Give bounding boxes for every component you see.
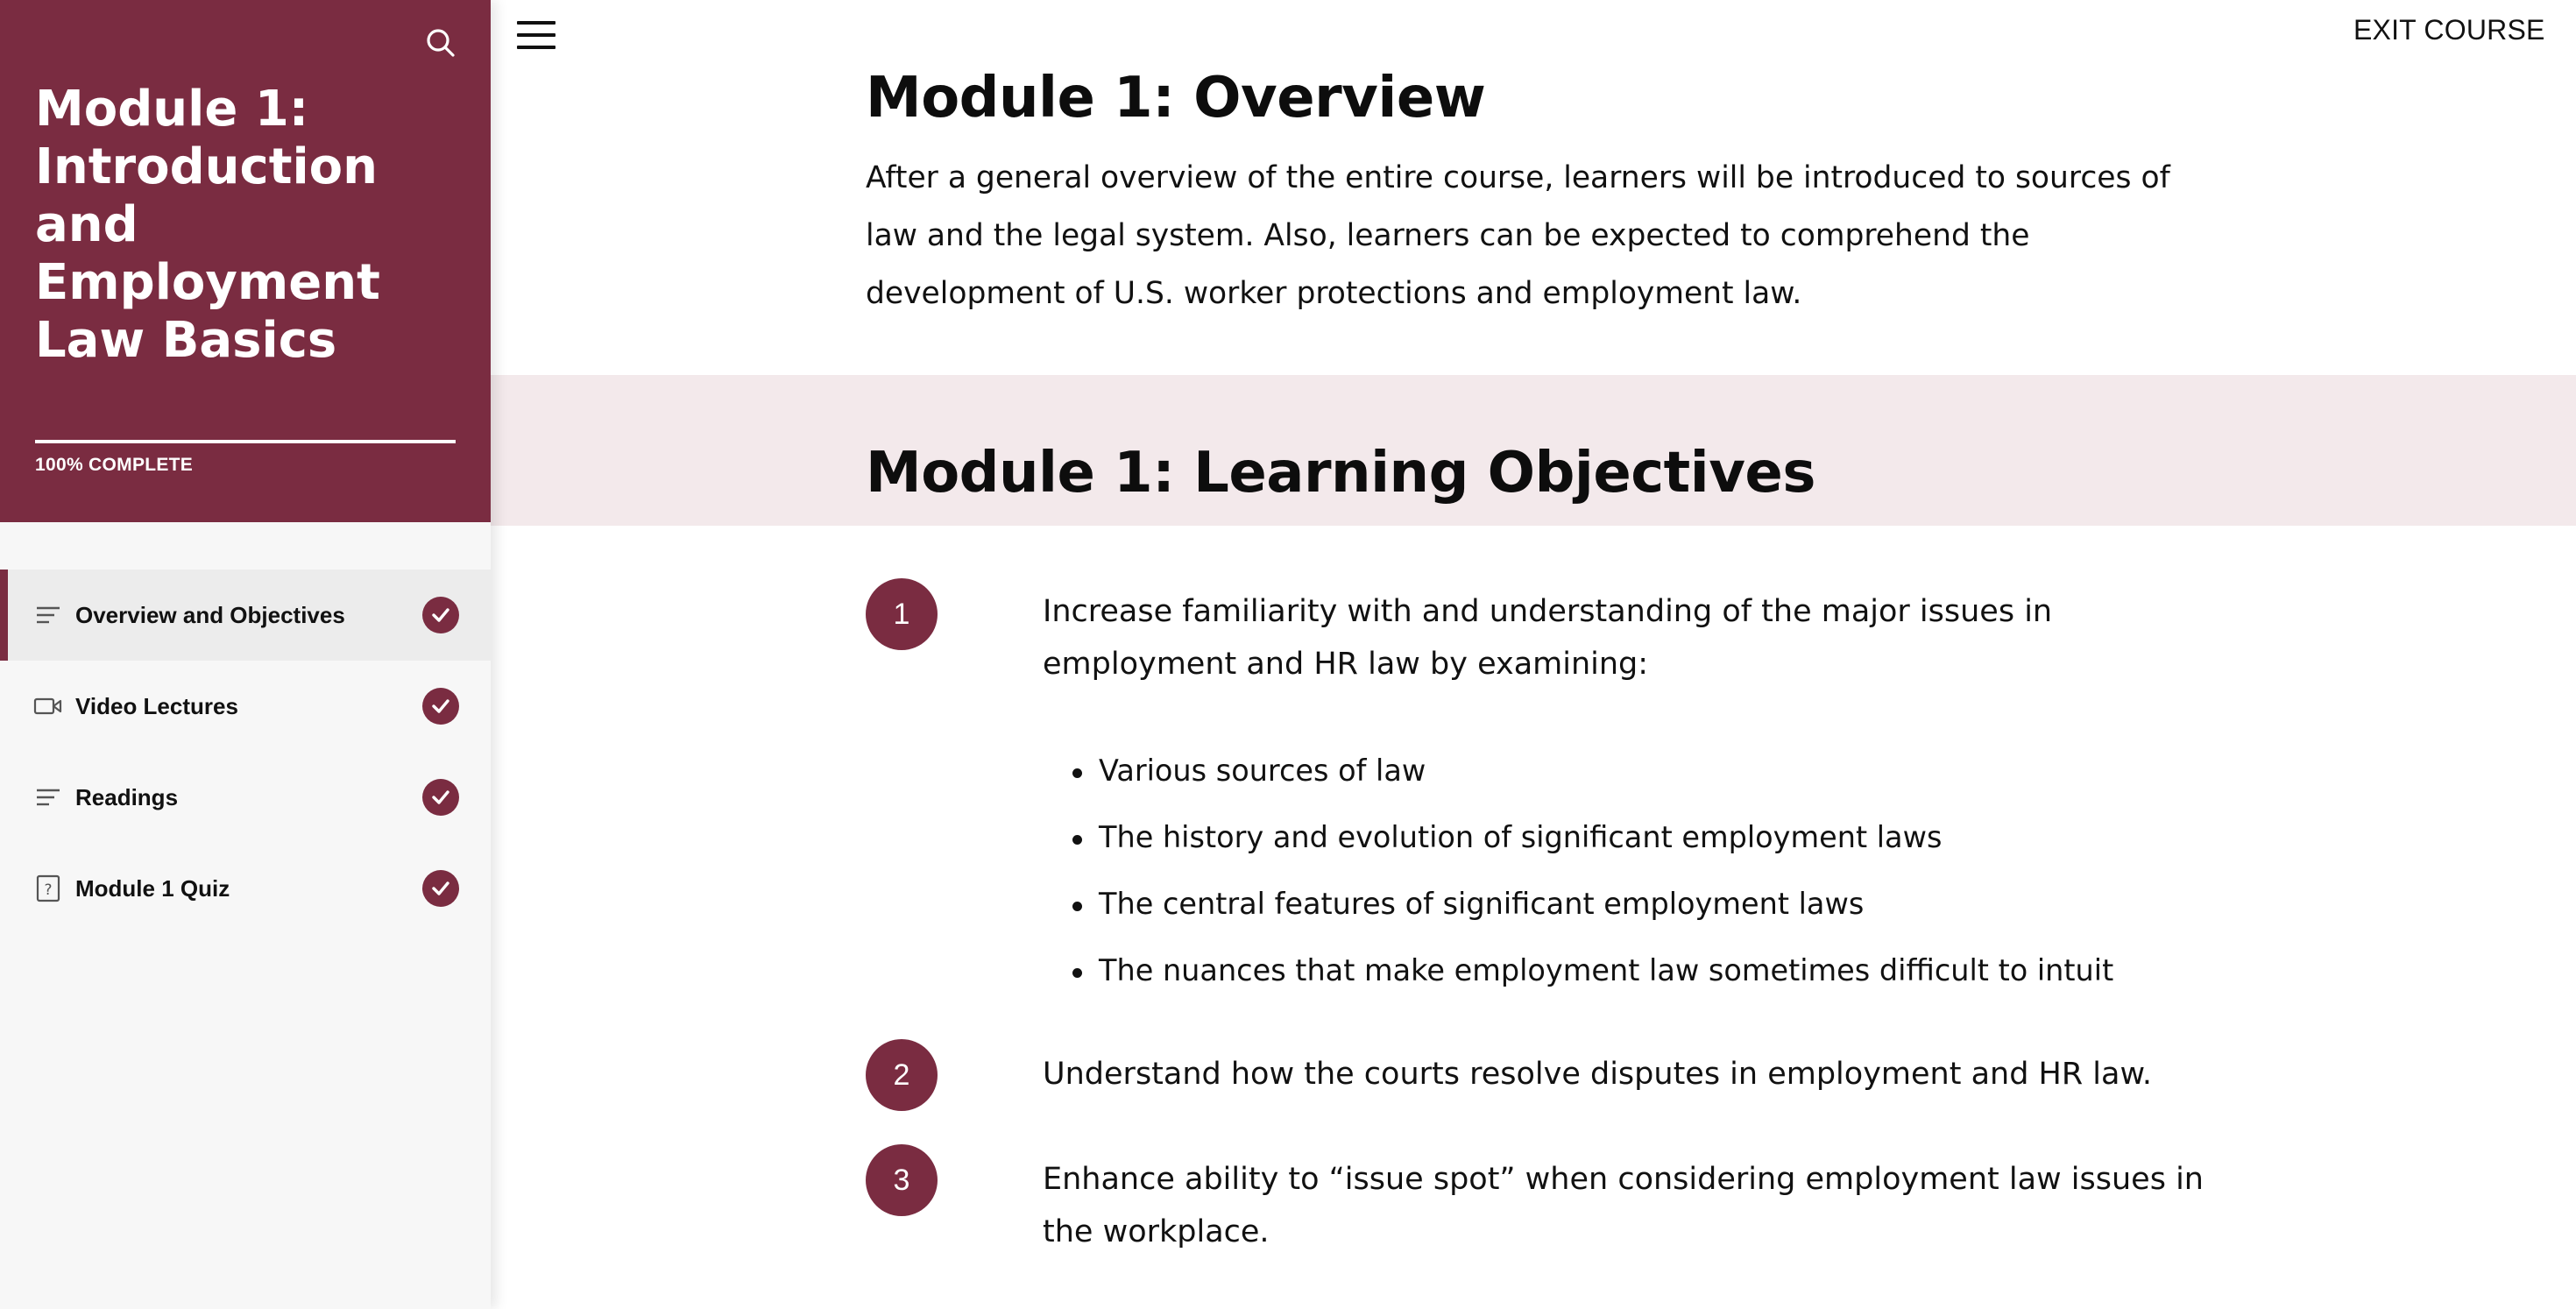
- lesson-item-module-1-quiz[interactable]: [0, 843, 491, 934]
- checkmark-icon: [422, 597, 459, 633]
- exit-course-button[interactable]: EXIT COURSE: [2353, 14, 2545, 46]
- course-title: Module 1: Introduction and Employment Law Basics: [35, 81, 380, 369]
- course-sidebar: [0, 0, 491, 1309]
- lesson-label: Video Lectures: [75, 692, 238, 719]
- video-camera-icon: [33, 691, 63, 721]
- list-item: The nuances that make employment law sometimes difficult to intuit: [1043, 945, 2217, 1011]
- objectives-heading: Module 1: Learning Objectives: [866, 441, 1815, 506]
- list-item: Various sources of law: [1043, 745, 2217, 811]
- checkmark-icon: [422, 688, 459, 725]
- objective-number-badge: 2: [866, 1039, 938, 1111]
- lesson-list: [0, 570, 491, 934]
- lesson-label: Module 1 Quiz: [75, 874, 230, 902]
- lesson-label: Readings: [75, 783, 179, 810]
- sidebar-header: [0, 0, 491, 522]
- text-lines-icon: [33, 600, 63, 630]
- progress-label: 100% COMPLETE: [35, 455, 194, 475]
- lesson-label: Overview and Objectives: [75, 601, 345, 628]
- overview-heading: Module 1: Overview: [866, 66, 1486, 131]
- checkmark-icon: [422, 779, 459, 816]
- overview-paragraph: After a general overview of the entire course, learners will be introduced to sources of law and the legal system. Also, learners can be expected to comprehend the development of U.S. worker protections and employment law.: [866, 160, 2170, 311]
- objective-text: Understand how the courts resolve disputes in employment and HR law.: [1043, 1057, 2153, 1092]
- hamburger-menu-icon[interactable]: [515, 18, 557, 53]
- lesson-item-readings[interactable]: [0, 752, 491, 843]
- list-item: The central features of significant employment laws: [1043, 878, 2217, 945]
- text-lines-icon: [33, 782, 63, 812]
- objective-number-badge: 3: [866, 1144, 938, 1216]
- lesson-item-overview-and-objectives[interactable]: [0, 570, 491, 661]
- progress-bar: [35, 440, 456, 443]
- svg-text:?: ?: [44, 881, 53, 899]
- progress-bar-fill: [35, 440, 456, 443]
- checkmark-icon: [422, 870, 459, 907]
- objective-bullet-list: [1043, 745, 2217, 1011]
- list-item: The history and evolution of significant employment laws: [1043, 811, 2217, 878]
- objective-text: Increase familiarity with and understanding of the major issues in employment and HR law by examining:: [1043, 594, 2053, 682]
- objective-text: Enhance ability to “issue spot” when considering employment law issues in the workplace.: [1043, 1162, 2204, 1249]
- search-icon[interactable]: [419, 21, 463, 65]
- objective-number-badge: 1: [866, 578, 938, 650]
- question-icon: [33, 874, 63, 903]
- lesson-item-video-lectures[interactable]: [0, 661, 491, 752]
